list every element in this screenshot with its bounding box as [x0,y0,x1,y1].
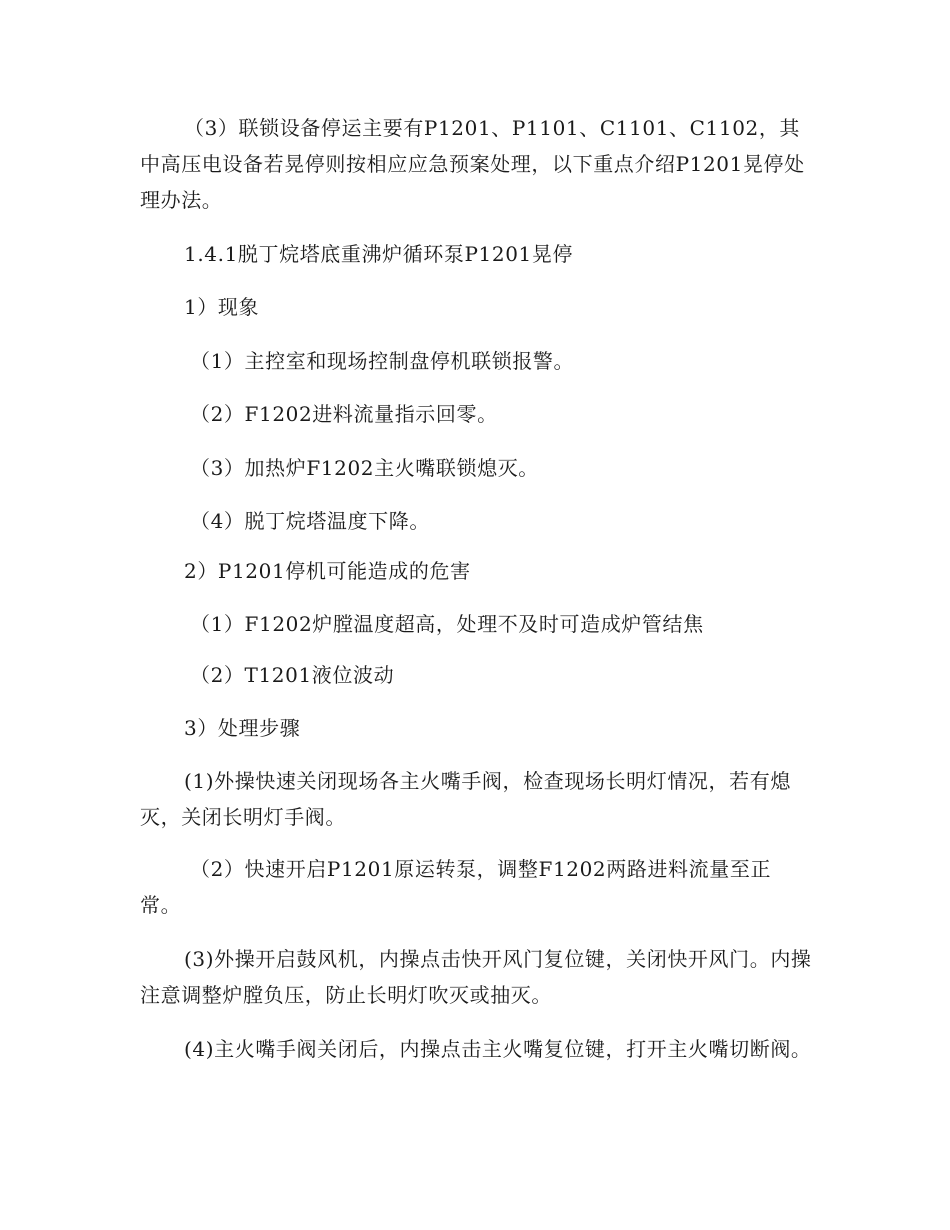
paragraph-interlock-equipment: （3）联锁设备停运主要有P1201、P1101、C1101、C1102，其中高压电设备若晃停则按相应应急预案处理，以下重点介绍P1201晃停处理办法。 [140,116,805,212]
list-item-phenomenon-3: （3）加热炉F1202主火嘴联锁熄灭。 [190,456,539,480]
list-item-hazard-2: （2）T1201液位波动 [190,663,395,687]
list-item-hazard-1: （1）F1202炉膛温度超高，处理不及时可造成炉管结焦 [190,612,704,636]
list-item-phenomenon-2: （2）F1202进料流量指示回零。 [190,402,498,426]
list-item-phenomenon-1: （1）主控室和现场控制盘停机联锁报警。 [190,349,575,373]
subheading-procedure: 3）处理步骤 [184,716,301,740]
list-item-procedure-1: (1)外操快速关闭现场各主火嘴手阀，检查现场长明灯情况，若有熄灭，关闭长明灯手阀。 [140,769,791,829]
section-heading-1-4-1: 1.4.1脱丁烷塔底重沸炉循环泵P1201晃停 [184,242,574,266]
list-item-procedure-2: （2）快速开启P1201原运转泵，调整F1202两路进料流量至正常。 [140,857,772,917]
list-item-procedure-3: (3)外操开启鼓风机，内操点击快开风门复位键，关闭快开风门。内操注意调整炉膛负压，防止长明灯吹灭或抽灭。 [140,947,812,1007]
subheading-hazards: 2）P1201停机可能造成的危害 [184,559,471,583]
list-item-procedure-4: (4)主火嘴手阀关闭后，内操点击主火嘴复位键，打开主火嘴切断阀。 [184,1037,812,1061]
subheading-phenomenon: 1）现象 [184,295,260,319]
list-item-phenomenon-4: （4）脱丁烷塔温度下降。 [190,509,430,533]
